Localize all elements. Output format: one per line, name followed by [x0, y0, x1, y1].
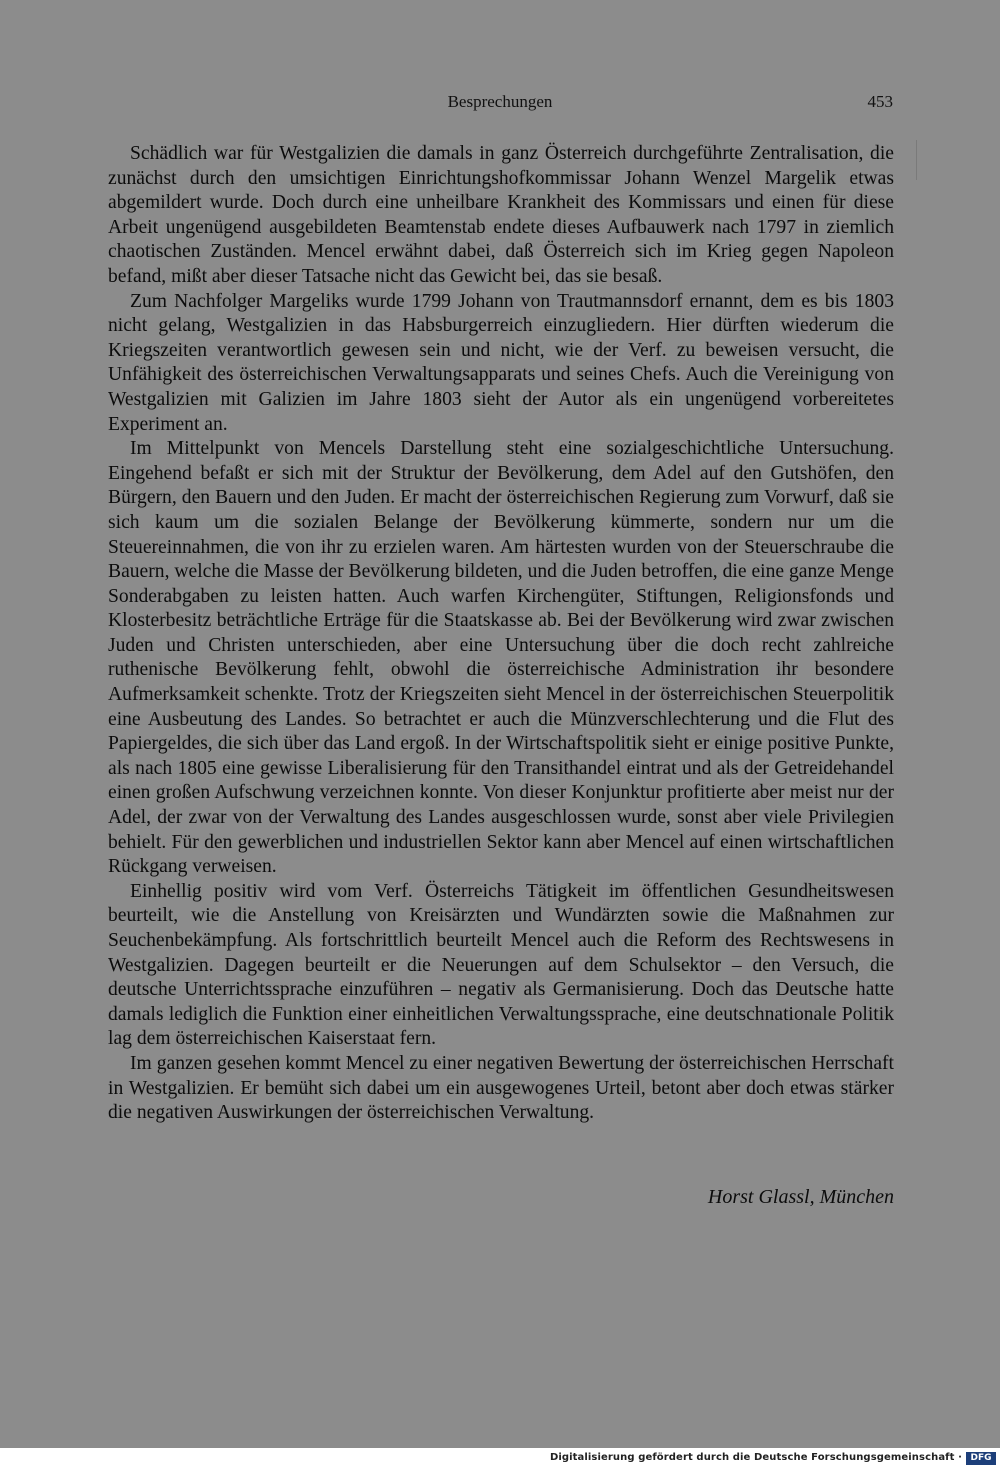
paragraph-5: Im ganzen gesehen kommt Mencel zu einer negativen Bewertung der österreichischen Herrschaft in Westgalizien. Er bemüht sich dabei um ein ausgewogenes Urteil, betont aber doch etwas stärker die negativen Auswirkungen der österreichischen Verwaltung. — [108, 1052, 894, 1124]
author-signature: Horst Glassl, München — [707, 1186, 894, 1208]
digitization-footer — [0, 1448, 1000, 1470]
scan-edge-mark — [916, 140, 917, 180]
paragraph-1: Schädlich war für Westgalizien die damals in ganz Österreich durchgeführte Zentralisation, die zunächst durch den umsichtigen Einrichtungshofkommissar Johann Wenzel Margelik etwas abgemildert wurde. Doch durch eine unheilbare Krankheit des Kommissars und einen für diese Arbeit ungenügend ausgebildeten Beamtenstab endete dieses Aufbauwerk nach 1797 in ziemlich chaotischen Zuständen. Mencel erwähnt dabei, daß Österreich sich im Krieg gegen Napoleon befand, mißt aber dieser Tatsache nicht das Gewicht bei, das sie besaß. — [108, 143, 894, 287]
paragraph-3: Im Mittelpunkt von Mencels Darstellung steht eine sozialgeschichtliche Untersuchung. Eingehend befaßt er sich mit der Struktur der Bevölkerung, dem Adel auf den Gutshöfen, den Bürgern, den Bauern und den Juden. Er macht der österreichischen Regierung zum Vorwurf, daß sie sich kaum um die sozialen Belange der Bevölkerung kümmerte, sondern nur um die Steuereinnahmen, die von ihr zu erzielen waren. Am härtesten wurden von der Steuerschraube die Bauern, welche die Masse der Bevölkerung bildeten, und die Juden betroffen, die eine ganze Menge Sonderabgaben zu leisten hatten. Auch warfen Kirchengüter, Stiftungen, Religionsfonds und Klosterbesitz beträchtliche Erträge für die Staatskasse ab. Bei der Bevölkerung wird zwar zwischen Juden und Christen unterschieden, aber eine Untersuchung über die doch recht zahlreiche ruthenische Bevölkerung fehlt, obwohl die österreichische Administration ihr besondere Aufmerksamkeit schenkte. Trotz der Kriegszeiten sieht Mencel in der österreichischen Steuerpolitik eine Ausbeutung des Landes. So betrachtet er auch die Münzverschlechterung und die Flut des Papiergeldes, die sich über das Land ergoß. In der Wirtschaftspolitik sieht er einige positive Punkte, als nach 1805 eine gewisse Liberalisierung für den Transithandel eintrat und als der Getreidehandel einen großen Aufschwung verzeichnen konnte. Von dieser Konjunktur profitierte aber meist nur der Adel, der zwar von der Verwaltung des Landes ausgeschlossen wurde, sonst aber viele Privilegien behielt. Für den gewerblichen und industriellen Sektor kann aber Mencel auf einen wirtschaftlichen Rückgang verweisen. — [108, 438, 894, 878]
paragraph-2: Zum Nachfolger Margeliks wurde 1799 Johann von Trautmannsdorf ernannt, dem es bis 1803 nicht gelang, Westgalizien in das Habsburgerreich einzugliedern. Hier dürften wiederum die Kriegszeiten verantwortlich gewesen sein und nicht, wie der Verf. zu beweisen versucht, die Unfähigkeit des österreichischen Verwaltungsapparats und seines Chefs. Auch die Vereinigung von Westgalizien mit Galizien im Jahre 1803 sieht der Autor als ein ungenügend vorbereitetes Experiment an. — [108, 290, 894, 435]
page-number: 453 — [867, 92, 893, 111]
funding-credit: Digitalisierung gefördert durch die Deutsche Forschungsgemeinschaft · — [549, 1452, 962, 1463]
running-head — [0, 92, 1000, 116]
paragraph-4: Einhellig positiv wird vom Verf. Österreichs Tätigkeit im öffentlichen Gesundheitswesen beurteilt, wie die Anstellung von Kreisärzten und Wundärzten sowie die Maßnahmen zur Seuchenbekämpfung. Als fortschrittlich beurteilt Mencel auch die Reform des Rechtswesens in Westgalizien. Dagegen beurteilt er die Neuerungen auf dem Schulsektor – den Versuch, die deutsche Unterrichtssprache einzuführen – negativ als Germanisierung. Doch das Deutsche hatte damals lediglich die Funktion einer einheitlichen Verwaltungssprache, eine deutschnationale Politik lag dem österreichischen Kaiserstaat fern. — [108, 880, 894, 1050]
dfg-logo: DFG — [966, 1452, 996, 1465]
review-body — [108, 142, 894, 1126]
running-title: Besprechungen — [447, 92, 553, 111]
